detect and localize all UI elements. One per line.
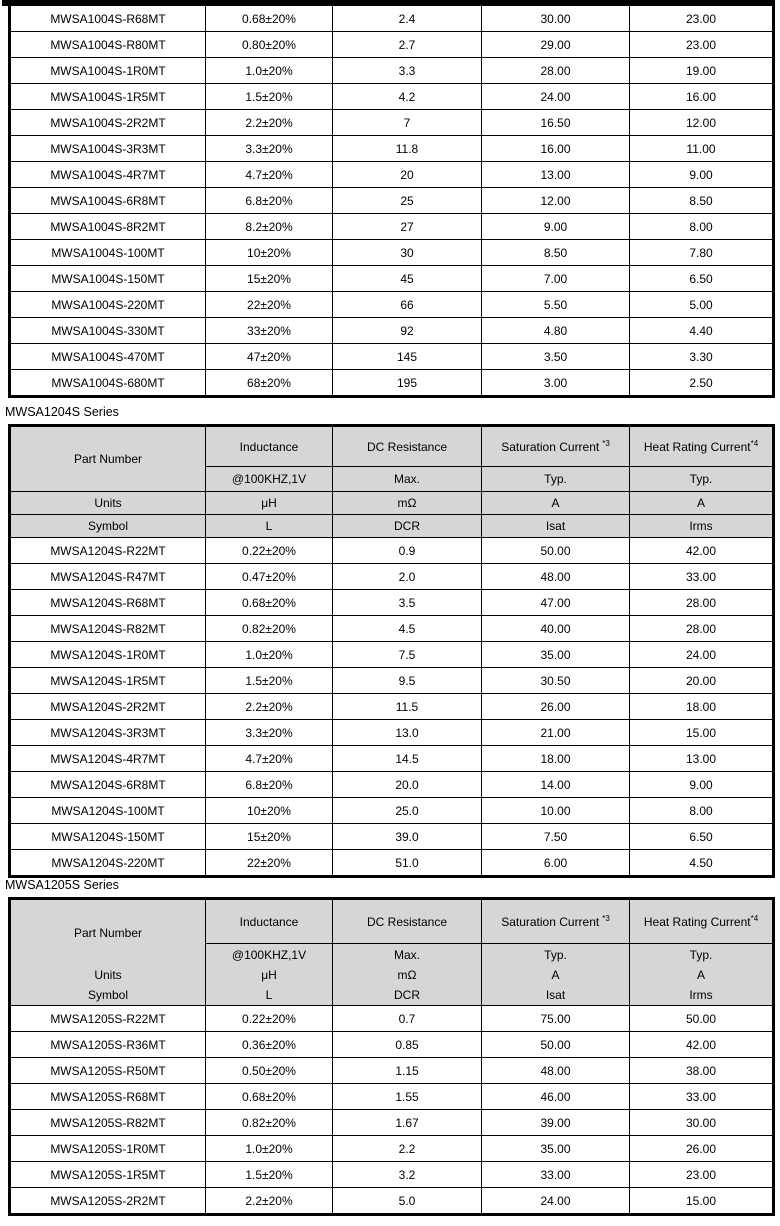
table-row [10,564,774,590]
footnote-mark-3: *3 [602,438,610,448]
cell-part: MWSA1004S-R68MT [10,6,206,32]
header-dc-resistance: DC Resistance [333,426,482,467]
cell-inductance: 0.50±20% [206,1058,333,1084]
cell-isat: 10.00 [482,798,630,824]
table-row [10,1110,774,1136]
table-row [10,590,774,616]
header-irms-typ: Typ. [630,944,774,966]
cell-inductance: 6.8±20% [206,772,333,798]
cell-dcr: 27 [333,214,482,240]
cell-irms: 15.00 [630,1188,774,1215]
cell-inductance: 6.8±20% [206,188,333,214]
cell-part: MWSA1004S-4R7MT [10,162,206,188]
cell-isat: 6.00 [482,850,630,877]
mwsa1205s-table-header [10,899,774,1006]
cell-irms: 19.00 [630,58,774,84]
footnote-mark-4: *4 [750,438,759,448]
cell-inductance: 2.2±20% [206,694,333,720]
symbol-dcr: DCR [333,515,482,538]
cell-part: MWSA1204S-6R8MT [10,772,206,798]
cell-irms: 15.00 [630,720,774,746]
cell-irms: 50.00 [630,1006,774,1032]
table-row [10,110,774,136]
cell-part: MWSA1204S-R68MT [10,590,206,616]
cell-isat: 16.00 [482,136,630,162]
units-row-label: Units [10,492,206,515]
cell-part: MWSA1204S-R47MT [10,564,206,590]
table-row [10,292,774,318]
table-row [10,58,774,84]
cell-part: MWSA1205S-1R5MT [10,1162,206,1188]
cell-isat: 12.00 [482,188,630,214]
cell-dcr: 11.8 [333,136,482,162]
cell-inductance: 8.2±20% [206,214,333,240]
cell-part: MWSA1204S-1R0MT [10,642,206,668]
mwsa1204s-table-header [10,426,774,538]
cell-inductance: 4.7±20% [206,746,333,772]
cell-isat: 50.00 [482,538,630,564]
cell-part: MWSA1204S-1R5MT [10,668,206,694]
series-label-mwsa1204s: MWSA1204S Series [5,405,119,419]
cell-inductance: 10±20% [206,240,333,266]
cell-dcr: 39.0 [333,824,482,850]
symbol-isat: Isat [482,985,630,1006]
cell-isat: 33.00 [482,1162,630,1188]
mwsa1205s-table-body [10,1006,774,1215]
cell-inductance: 0.68±20% [206,1084,333,1110]
cell-part: MWSA1204S-3R3MT [10,720,206,746]
header-inductance-condition: @100KHZ,1V [206,944,333,966]
cell-inductance: 15±20% [206,824,333,850]
cell-irms: 23.00 [630,1162,774,1188]
header-inductance: Inductance [206,899,333,944]
cell-inductance: 0.47±20% [206,564,333,590]
cell-inductance: 0.68±20% [206,590,333,616]
symbol-irms: Irms [630,985,774,1006]
cell-dcr: 66 [333,292,482,318]
cell-irms: 28.00 [630,590,774,616]
unit-irms: A [630,965,774,985]
table-row [10,642,774,668]
cell-inductance: 0.22±20% [206,1006,333,1032]
table-row [10,1032,774,1058]
table-row [10,370,774,397]
cell-part: MWSA1204S-100MT [10,798,206,824]
table-row [10,84,774,110]
cell-dcr: 3.2 [333,1162,482,1188]
cell-irms: 11.00 [630,136,774,162]
cell-isat: 24.00 [482,84,630,110]
cell-inductance: 22±20% [206,292,333,318]
cell-irms: 5.00 [630,292,774,318]
cell-dcr: 25 [333,188,482,214]
cell-part: MWSA1204S-4R7MT [10,746,206,772]
table-row [10,850,774,877]
cell-dcr: 92 [333,318,482,344]
table-row [10,240,774,266]
cell-dcr: 14.5 [333,746,482,772]
symbol-inductance: L [206,515,333,538]
cell-inductance: 0.80±20% [206,32,333,58]
cell-irms: 28.00 [630,616,774,642]
header-isat-typ: Typ. [482,467,630,492]
table-row [10,1162,774,1188]
cell-dcr: 9.5 [333,668,482,694]
mwsa1205s-table [8,897,775,1216]
cell-isat: 48.00 [482,564,630,590]
cell-inductance: 0.68±20% [206,6,333,32]
cell-inductance: 4.7±20% [206,162,333,188]
cell-isat: 50.00 [482,1032,630,1058]
cell-dcr: 1.15 [333,1058,482,1084]
header-part-number: Part Number [10,426,206,492]
cell-inductance: 15±20% [206,266,333,292]
cell-irms: 12.00 [630,110,774,136]
cell-dcr: 20.0 [333,772,482,798]
cell-irms: 23.00 [630,6,774,32]
cell-isat: 21.00 [482,720,630,746]
cell-isat: 75.00 [482,1006,630,1032]
cell-irms: 8.50 [630,188,774,214]
cell-dcr: 195 [333,370,482,397]
cell-dcr: 2.0 [333,564,482,590]
header-irms-typ: Typ. [630,467,774,492]
cell-irms: 4.40 [630,318,774,344]
unit-isat: A [482,492,630,515]
table-row [10,266,774,292]
header-heat-rating-current: Heat Rating Current$^{*4}$ [630,426,774,467]
cell-isat: 7.00 [482,266,630,292]
cell-part: MWSA1205S-R36MT [10,1032,206,1058]
cell-isat: 39.00 [482,1110,630,1136]
cell-isat: 29.00 [482,32,630,58]
cell-part: MWSA1004S-220MT [10,292,206,318]
header-dcr-max: Max. [333,944,482,966]
header-inductance: Inductance [206,426,333,467]
cell-part: MWSA1205S-R68MT [10,1084,206,1110]
cell-dcr: 2.4 [333,6,482,32]
table-row [10,694,774,720]
cell-inductance: 1.0±20% [206,1136,333,1162]
cell-isat: 24.00 [482,1188,630,1215]
cell-isat: 30.50 [482,668,630,694]
table-row [10,344,774,370]
cell-dcr: 11.5 [333,694,482,720]
cell-part: MWSA1204S-2R2MT [10,694,206,720]
cell-part: MWSA1004S-680MT [10,370,206,397]
cell-isat: 16.50 [482,110,630,136]
cell-dcr: 1.67 [333,1110,482,1136]
cell-inductance: 47±20% [206,344,333,370]
cell-inductance: 1.0±20% [206,58,333,84]
cell-dcr: 51.0 [333,850,482,877]
cell-part: MWSA1205S-R50MT [10,1058,206,1084]
cell-isat: 35.00 [482,642,630,668]
cell-part: MWSA1204S-150MT [10,824,206,850]
cell-irms: 8.00 [630,798,774,824]
cell-irms: 8.00 [630,214,774,240]
cell-inductance: 0.82±20% [206,1110,333,1136]
cell-isat: 8.50 [482,240,630,266]
cell-dcr: 7 [333,110,482,136]
cell-part: MWSA1004S-6R8MT [10,188,206,214]
cell-irms: 30.00 [630,1110,774,1136]
table-row [10,746,774,772]
cell-irms: 9.00 [630,772,774,798]
table-row [10,188,774,214]
table-row [10,32,774,58]
header-part-number: Part Number [10,899,206,966]
mwsa1204s-table [8,424,775,878]
cell-dcr: 2.7 [333,32,482,58]
cell-dcr: 3.3 [333,58,482,84]
cell-isat: 3.50 [482,344,630,370]
table-row [10,1006,774,1032]
cell-part: MWSA1004S-1R5MT [10,84,206,110]
cell-inductance: 2.2±20% [206,110,333,136]
cell-dcr: 45 [333,266,482,292]
cell-isat: 13.00 [482,162,630,188]
cell-isat: 9.00 [482,214,630,240]
table-row [10,798,774,824]
cell-inductance: 3.3±20% [206,720,333,746]
cell-isat: 7.50 [482,824,630,850]
cell-dcr: 13.0 [333,720,482,746]
mwsa1004s-table-body [10,6,774,397]
cell-inductance: 22±20% [206,850,333,877]
cell-isat: 47.00 [482,590,630,616]
cell-isat: 40.00 [482,616,630,642]
cell-isat: 5.50 [482,292,630,318]
cell-part: MWSA1004S-330MT [10,318,206,344]
cell-irms: 20.00 [630,668,774,694]
cell-inductance: 2.2±20% [206,1188,333,1215]
cell-dcr: 5.0 [333,1188,482,1215]
symbol-irms: Irms [630,515,774,538]
cell-part: MWSA1004S-100MT [10,240,206,266]
cell-isat: 18.00 [482,746,630,772]
units-row-label: Units [10,965,206,985]
cell-dcr: 0.7 [333,1006,482,1032]
unit-irms: A [630,492,774,515]
cell-part: MWSA1205S-R22MT [10,1006,206,1032]
cell-inductance: 1.5±20% [206,84,333,110]
series-label-mwsa1205s: MWSA1205S Series [5,878,119,892]
cell-inductance: 0.22±20% [206,538,333,564]
cell-dcr: 145 [333,344,482,370]
table-row [10,616,774,642]
symbol-dcr: DCR [333,985,482,1006]
table-row [10,720,774,746]
cell-inductance: 1.0±20% [206,642,333,668]
cell-irms: 18.00 [630,694,774,720]
cell-dcr: 7.5 [333,642,482,668]
header-isat-typ: Typ. [482,944,630,966]
table-row [10,538,774,564]
table-row [10,318,774,344]
table-row [10,1188,774,1215]
symbol-row-label: Symbol [10,985,206,1006]
footnote-mark-4: *4 [750,913,759,923]
table-row [10,1084,774,1110]
symbol-inductance: L [206,985,333,1006]
unit-inductance: μH [206,965,333,985]
mwsa1004s-table [8,5,775,398]
cell-irms: 9.00 [630,162,774,188]
cell-dcr: 25.0 [333,798,482,824]
cell-part: MWSA1004S-1R0MT [10,58,206,84]
cell-part: MWSA1205S-2R2MT [10,1188,206,1215]
cell-dcr: 0.9 [333,538,482,564]
cell-inductance: 68±20% [206,370,333,397]
table-row [10,1136,774,1162]
cell-part: MWSA1205S-R82MT [10,1110,206,1136]
cell-dcr: 1.55 [333,1084,482,1110]
header-saturation-current: Saturation Current $^{*3}$ [482,426,630,467]
symbol-isat: Isat [482,515,630,538]
cell-dcr: 4.5 [333,616,482,642]
cell-isat: 46.00 [482,1084,630,1110]
cell-part: MWSA1204S-R82MT [10,616,206,642]
cell-irms: 13.00 [630,746,774,772]
cell-dcr: 20 [333,162,482,188]
cell-inductance: 0.36±20% [206,1032,333,1058]
symbol-row-label: Symbol [10,515,206,538]
cell-isat: 3.00 [482,370,630,397]
cell-inductance: 1.5±20% [206,668,333,694]
cell-part: MWSA1205S-1R0MT [10,1136,206,1162]
cell-irms: 6.50 [630,266,774,292]
cell-part: MWSA1004S-150MT [10,266,206,292]
cell-part: MWSA1004S-8R2MT [10,214,206,240]
cell-part: MWSA1204S-220MT [10,850,206,877]
cell-irms: 38.00 [630,1058,774,1084]
header-heat-rating-current: Heat Rating Current$^{*4}$ [630,899,774,944]
unit-dcr: mΩ [333,965,482,985]
cell-dcr: 30 [333,240,482,266]
cell-isat: 48.00 [482,1058,630,1084]
table-row [10,668,774,694]
cell-irms: 24.00 [630,642,774,668]
table-row [10,1058,774,1084]
header-inductance-condition: @100KHZ,1V [206,467,333,492]
cell-inductance: 1.5±20% [206,1162,333,1188]
cell-inductance: 3.3±20% [206,136,333,162]
cell-irms: 6.50 [630,824,774,850]
cell-part: MWSA1004S-3R3MT [10,136,206,162]
cell-isat: 30.00 [482,6,630,32]
cell-isat: 28.00 [482,58,630,84]
unit-inductance: μH [206,492,333,515]
cell-irms: 23.00 [630,32,774,58]
cell-inductance: 0.82±20% [206,616,333,642]
cell-irms: 16.00 [630,84,774,110]
cell-isat: 4.80 [482,318,630,344]
header-saturation-current: Saturation Current $^{*3}$ [482,899,630,944]
table-row [10,214,774,240]
header-dc-resistance: DC Resistance [333,899,482,944]
cell-isat: 26.00 [482,694,630,720]
cell-dcr: 3.5 [333,590,482,616]
cell-irms: 2.50 [630,370,774,397]
cell-irms: 7.80 [630,240,774,266]
cell-irms: 42.00 [630,1032,774,1058]
cell-isat: 35.00 [482,1136,630,1162]
table-row [10,162,774,188]
cell-inductance: 10±20% [206,798,333,824]
cell-irms: 26.00 [630,1136,774,1162]
footnote-mark-3: *3 [602,913,610,923]
cell-irms: 42.00 [630,538,774,564]
cell-dcr: 0.85 [333,1032,482,1058]
unit-dcr: mΩ [333,492,482,515]
cell-irms: 33.00 [630,1084,774,1110]
cell-part: MWSA1004S-470MT [10,344,206,370]
cell-dcr: 2.2 [333,1136,482,1162]
cell-part: MWSA1004S-2R2MT [10,110,206,136]
cell-part: MWSA1204S-R22MT [10,538,206,564]
table-row [10,772,774,798]
header-dcr-max: Max. [333,467,482,492]
unit-isat: A [482,965,630,985]
cell-inductance: 33±20% [206,318,333,344]
table-row [10,136,774,162]
mwsa1204s-table-body [10,538,774,877]
table-row [10,824,774,850]
cell-part: MWSA1004S-R80MT [10,32,206,58]
cell-irms: 4.50 [630,850,774,877]
cell-isat: 14.00 [482,772,630,798]
cell-irms: 33.00 [630,564,774,590]
cell-irms: 3.30 [630,344,774,370]
cell-dcr: 4.2 [333,84,482,110]
table-row [10,6,774,32]
